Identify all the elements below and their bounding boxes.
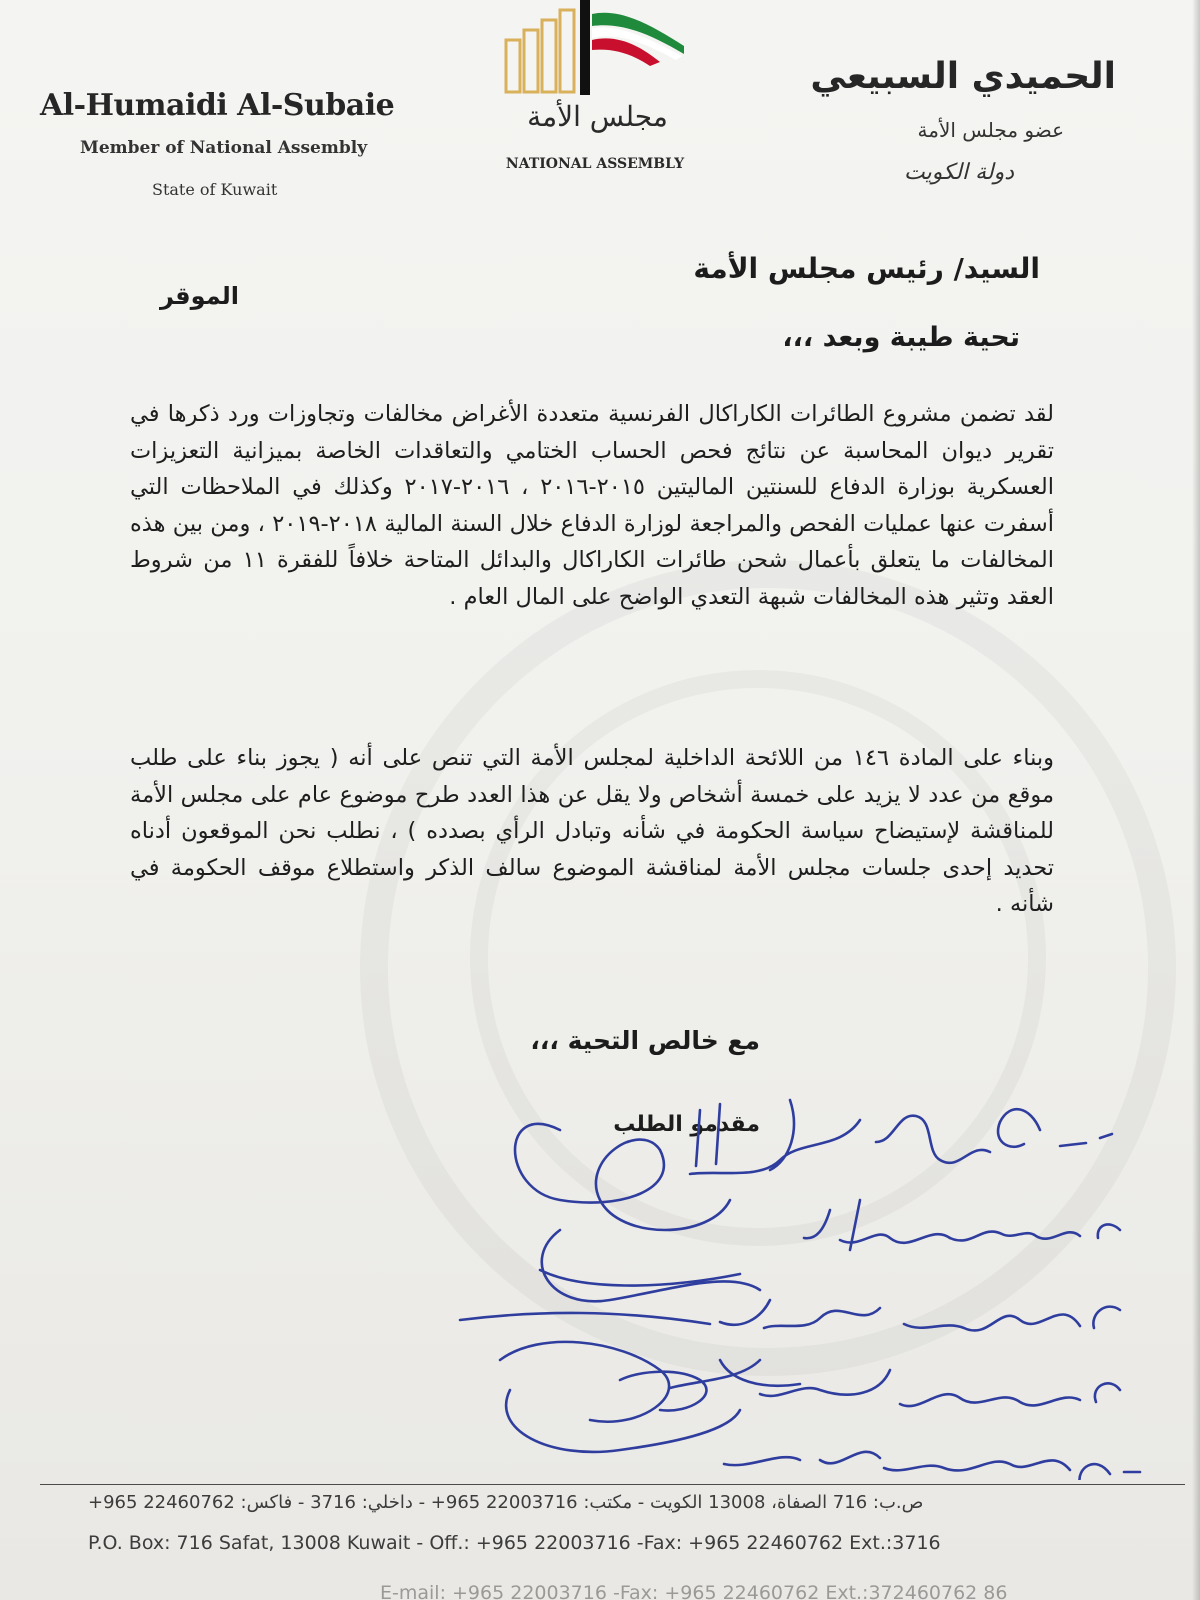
letterhead-english-name: Al-Humaidi Al-Subaie [40, 88, 395, 123]
submitters-label: مقدمو الطلب [613, 1112, 760, 1137]
letterhead-arabic-title: عضو مجلس الأمة [917, 118, 1064, 142]
letter-honorific: الموقر [160, 282, 240, 310]
signature-line-4 [670, 1360, 1120, 1406]
signature-line-1 [690, 1100, 1112, 1174]
national-assembly-logo [500, 0, 690, 180]
letterhead-english-title: Member of National Assembly [80, 138, 368, 158]
letter-closing: مع خالص التحية ،،، [530, 1026, 760, 1055]
signature-line-2 [804, 1200, 1120, 1250]
letter-paragraph-1: لقد تضمن مشروع الطائرات الكاراكال الفرنسية متعددة الأغراض مخالفات وتجاوزات ورد ذكرها في تقرير ديوان المحاسبة عن نتائج فحص الحساب الختامي والتعاقدات الخاصة بميزانية التعزيزات العسكرية بوزارة الدفاع للسنتين الماليتين ٢٠١٥-٢٠١٦ ، ٢٠١٦-٢٠١٧ وكذلك في الملاحظات التي أسفرت عنها عمليات الفحص والمراجعة لوزارة الدفاع خلال السنة المالية ٢٠١٨-٢٠١٩ ، ومن بين هذه المخالفات ما يتعلق بأعمال شحن طائرات الكاراكال والبدائل المتاحة خلافاً للفقرة ١١ من شروط العقد وتثير هذه المخالفات شبهة التعدي الواضح على المال العام . [130, 401, 1054, 610]
footer-english-contact: P.O. Box: 716 Safat, 13008 Kuwait - Off.: +965 22003716 -Fax: +965 22460762 Ext.:3716 [88, 1532, 941, 1554]
handwritten-signatures [0, 1060, 1200, 1480]
logo-building-bars [506, 10, 574, 92]
logo-arabic-text: مجلس الأمة [527, 100, 668, 133]
footer-arabic-contact: ص.ب: 716 الصفاة، 13008 الكويت - مكتب: 22003716 965+ - داخلي: 3716 - فاكس: 22460762 965+ [88, 1492, 924, 1513]
logo-black-column [580, 0, 590, 95]
footer-email-line: E-mail: +965 22003716 -Fax: +965 22460762 Ext.:372460762 86 [380, 1582, 1008, 1600]
letterhead-arabic-state: دولة الكويت [904, 160, 1014, 185]
signature-line-3 [720, 1300, 1120, 1330]
letter-greeting: تحية طيبة وبعد ،،، [782, 322, 1020, 353]
signature-line-5 [724, 1452, 1140, 1480]
letterhead-arabic-name: الحميدي السبيعي [810, 56, 1116, 97]
letterhead-english-state: State of Kuwait [152, 180, 278, 199]
letter-paragraph-2: وبناء على المادة ١٤٦ من اللائحة الداخلية لمجلس الأمة التي تنص على أنه ( يجوز بناء على طلب موقع من عدد لا يزيد على خمسة أشخاص ولا يقل عن هذا العدد طرح موضوع عام على مجلس الأمة للمناقشة لإستيضاح سياسة الحكومة في شأنه وتبادل الرأي بصدده ) ، نطلب نحن الموقعون أدناه تحديد إحدى جلسات مجلس الأمة لمناقشة الموضوع سالف الذكر واستطلاع موقف الحكومة في شأنه . [130, 745, 1054, 917]
letter-addressee: السيد/ رئيس مجلس الأمة [693, 252, 1040, 285]
footer-rule [40, 1484, 1185, 1485]
logo-english-text: NATIONAL ASSEMBLY [505, 156, 685, 172]
